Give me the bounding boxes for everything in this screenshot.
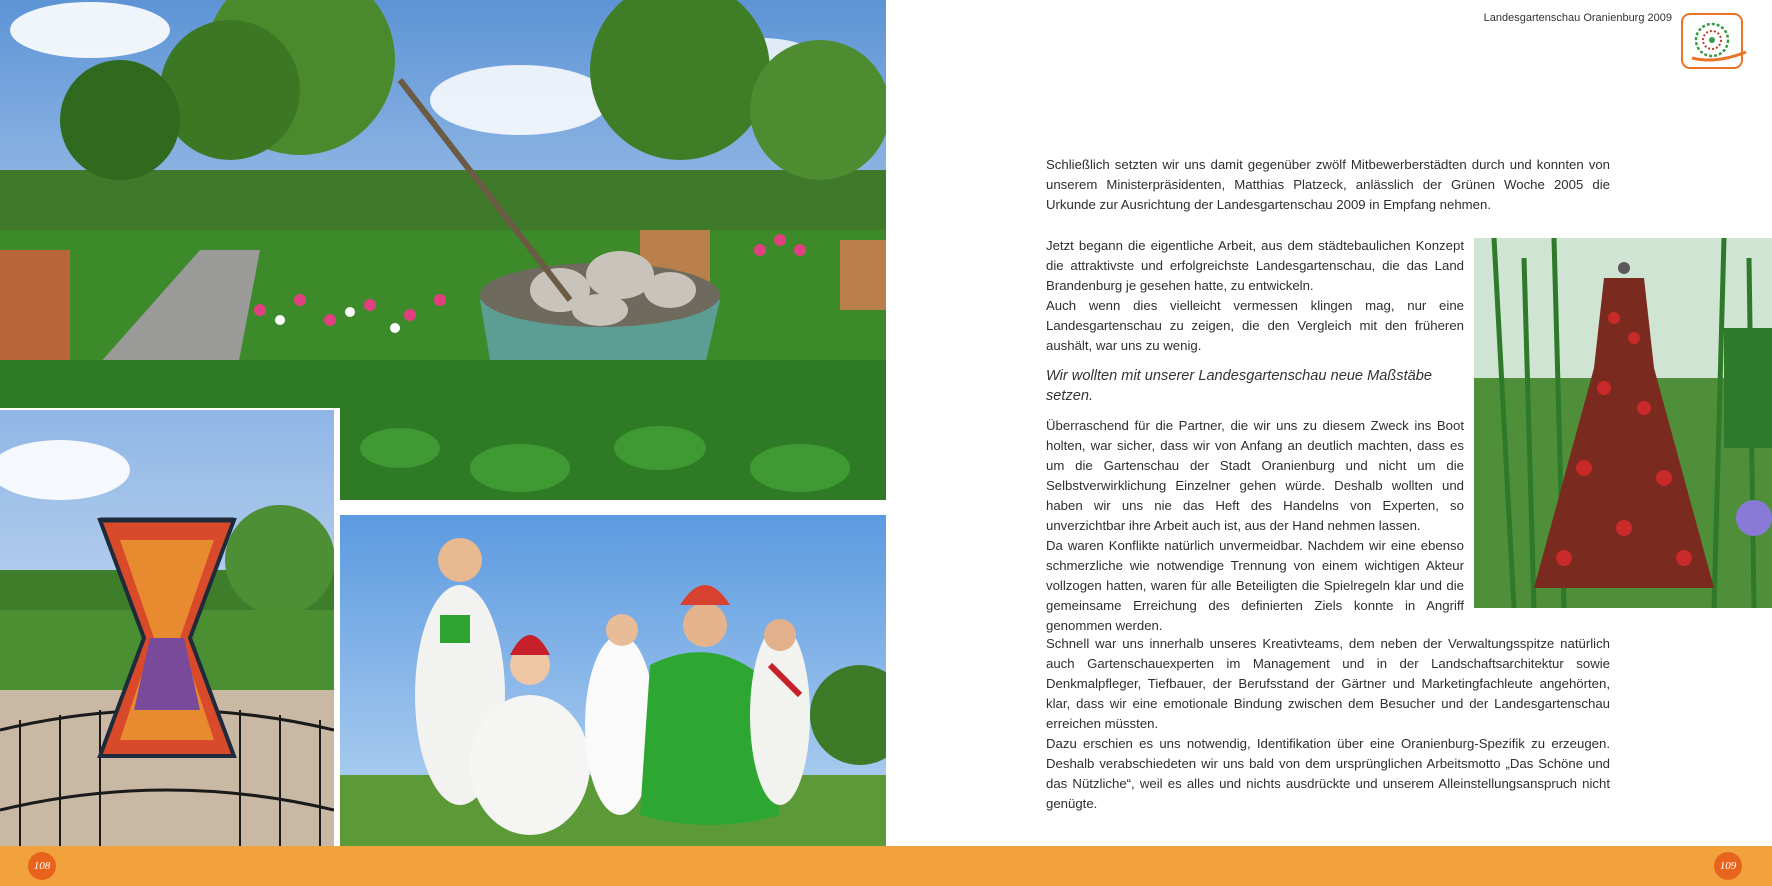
paragraph: Schließlich setzten wir uns damit gegenüber zwölf Mitbewerberstädten durch und konnten von unserem Ministerpräsidenten, Matthias Platzeck, anlässlich der Grünen Woche 2005 die Urkunde zur Ausrichtung der Landesgartenschau 2009 in Empfang nehmen. xyxy=(1046,157,1610,212)
paragraph: Überraschend für die Partner, die wir uns zu diesem Zweck ins Boot holten, war sicher, dass wir von Anfang an deutlich machten, dass es um die Gartenschau der Stadt Oranienburg und nicht um die Selbstverwirklichung Einzelner gehen würde. Deshalb wollten und haben wir uns nie das Heft des Handelns von Experten, so unverzichtbar ihre Arbeit auch ist, aus der Hand nehmen lassen. xyxy=(1046,418,1464,533)
garden-photo-lower xyxy=(340,408,886,508)
paragraph: Schnell war uns innerhalb unseres Kreativteams, dem neben der Verwaltungsspitze natürlich auch Gartenschauexperten im Management und in der Landschaftsarchitektur sowie Denkmalpfleger, Tiefbauer, der Berufsstand der Gärtner und Marketingfachleute angehörten, klar, dass wir eine emotionale Bindung zwischen dem Besucher und der Landesgartenschau erreichen müssten. xyxy=(1046,636,1610,731)
costumed-performers-photo-icon xyxy=(340,515,886,846)
paragraph: Da waren Konflikte natürlich unvermeidbar. Nachdem wir eine ebenso schmerzliche wie notwendige Trennung von einem wichtigen Akteur vollzogen hatten, waren für alle Beteiligten die Spielregeln klar und die gemeinsame Erreichung des definierten Ziels konnte in Angriff genommen werden. xyxy=(1046,538,1464,633)
paragraph: Jetzt begann die eigentliche Arbeit, aus dem städtebaulichen Konzept die attraktivste und erfolgreichste Landesgartenschau, die das Land Brandenburg je gesehen hatte, zu entwickeln. xyxy=(1046,238,1464,293)
paragraph-group-1 xyxy=(1046,155,1610,215)
floral-dress-photo xyxy=(1474,238,1772,608)
garden-photo-icon xyxy=(0,0,886,408)
paragraph: Auch wenn dies vielleicht vermessen klingen mag, nur eine Landesgartenschau zu zeigen, die den Vergleich mit den früheren aushält, war uns zu wenig. xyxy=(1046,298,1464,353)
snail-logo-icon xyxy=(1680,12,1752,70)
paragraph: Dazu erschien es uns notwendig, Identifikation über eine Oranienburg-Spezifik zu erzeugen. Deshalb verabschiedeten wir uns bald von dem ursprünglichen Arbeitsmotto „Das Schöne und das Nützliche“, weil es alles und nichts ausdrückte und unserem Alleinstellungsanspruch nicht genügte. xyxy=(1046,736,1610,811)
lantern-sculpture-photo xyxy=(0,410,334,846)
pull-quote: Wir wollten mit unserer Landesgartenschau neue Maßstäbe setzen. xyxy=(1046,368,1432,404)
garden-foliage-icon xyxy=(340,408,886,508)
footer-bar xyxy=(0,846,1772,886)
floral-dress-photo-icon xyxy=(1474,238,1772,608)
page-number-right: 109 xyxy=(1714,852,1742,880)
lantern-sculpture-photo-icon xyxy=(0,410,334,846)
paragraph-group-3 xyxy=(1046,634,1610,814)
running-head: Landesgartenschau Oranienburg 2009 xyxy=(1483,12,1672,24)
garden-photo xyxy=(0,0,886,408)
costumed-performers-photo xyxy=(340,515,886,846)
paragraph-group-2 xyxy=(1046,236,1464,636)
page-number-left: 108 xyxy=(28,852,56,880)
